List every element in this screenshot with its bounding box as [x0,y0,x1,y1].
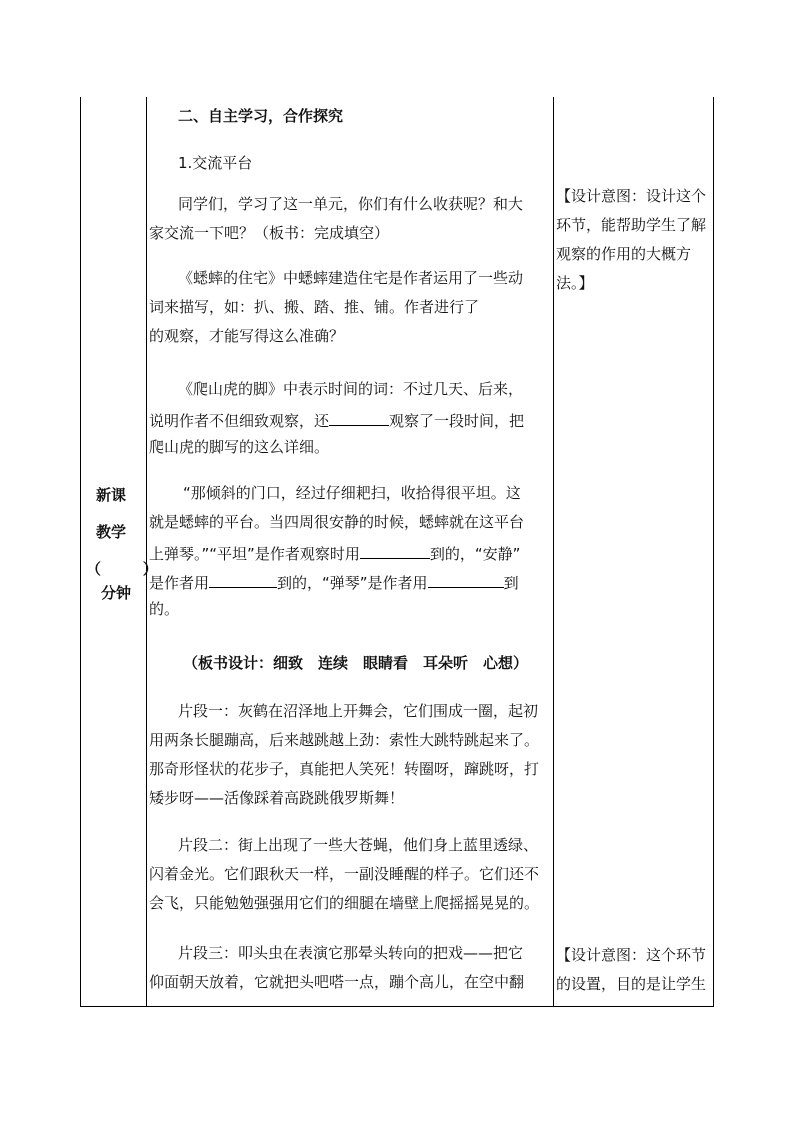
table-bottom-border [80,1006,714,1007]
paragraph-line: 会飞，只能勉勉强强用它们的细腿在墙壁上爬摇摇晃晃的。 [149,895,540,912]
paragraph-line: 家交流一下吧？（板书：完成填空） [149,225,390,242]
paragraph-line [149,543,524,572]
paragraph-line: 《爬山虎的脚》中表示时间的词：不过几天、后来， [178,381,524,398]
text-span: 到的，“弹琴”是作者用 [277,574,428,592]
paragraph-line [149,572,524,601]
section-label-line4: 分钟 [101,584,132,602]
note-line: 的设置，目的是让学生 [556,976,707,993]
fragment-1 [149,703,539,819]
section-label-line2: 教学 [96,523,127,541]
sub-heading: 1.交流平台 [178,154,253,172]
paragraph-line: 的。 [149,601,180,618]
paragraph-exchange [149,196,523,254]
board-design: （板书设计：细致 连续 眼睛看 耳朵听 心想） [183,654,529,672]
paragraph-line: 词来描写，如：扒、搬、踏、推、铺。作者进行了 [149,299,480,316]
text-span: 观察了一段时间，把 [389,412,525,430]
paragraph-line: 同学们，学习了这一单元，你们有什么收获呢？和大 [178,196,524,213]
paragraph-line: “那倾斜的门口，经过仔细耙扫，收拾得很平坦。这 [183,485,521,502]
paragraph-platform [149,485,524,630]
section-label-paren: （ ） [86,560,158,578]
column-divider-2 [553,97,554,1007]
paragraph-line: 闪着金光。它们跟秋天一样，一副没睡醒的样子。它们还不 [149,866,540,883]
fragment-3 [149,945,524,1003]
paragraph-line: 爬山虎的脚写的这么详细。 [149,439,330,456]
text-span: 到的，“安静” [429,545,521,563]
paragraph-line: 就是蟋蟀的平台。当四周很安静的时候，蟋蟀就在这平台 [149,514,525,531]
paragraph-line: 仰面朝天放着，它就把头吧嗒一点，蹦个高儿，在空中翻 [149,974,525,991]
note-line: 【设计意图：这个环节 [556,947,707,964]
paragraph-cricket [149,270,523,357]
text-span: 到 [503,574,519,592]
text-span: 上弹琴。”“平坦”是作者观察时用 [149,545,360,563]
fill-blank [209,572,277,588]
note-line: 【设计意图：设计这个 [556,188,707,205]
section-heading: 二、自主学习，合作探究 [178,107,344,125]
note-line: 观察的作用的大概方 [556,246,692,263]
paragraph-line [149,410,524,439]
fill-blank [428,572,504,588]
paragraph-line: 用两条长腿蹦高，后来越跳越上劲：索性大跳特跳起来了。 [149,732,540,749]
paragraph-line: 片段一：灰鹤在沼泽地上开舞会，它们围成一圈，起初 [178,703,539,720]
paragraph-line: 的观察，才能写得这么准确？ [149,328,345,345]
fill-blank [360,543,430,559]
table-left-border [80,97,81,1007]
paragraph-ivy [149,381,524,468]
paragraph-line: 片段三：叩头虫在表演它那晕头转向的把戏——把它 [178,945,524,962]
fill-blank [329,410,389,426]
text-span: 说明作者不但细致观察，还 [149,412,330,430]
paragraph-line: 矮步呀——活像踩着高跷跳俄罗斯舞！ [149,790,405,807]
column-divider-1 [146,97,147,1007]
paragraph-line: 那奇形怪状的花步子，真能把人笑死！转圈呀，蹿跳呀，打 [149,761,540,778]
fragment-2 [149,837,539,924]
design-note-2 [556,947,706,1005]
design-note-1 [556,188,706,304]
table-right-border [713,97,714,1007]
note-line: 环节，能帮助学生了解 [556,217,707,234]
paragraph-line: 片段二：街上出现了一些大苍蝇，他们身上蓝里透绿、 [178,837,539,854]
note-line: 法。】 [556,275,594,292]
section-label-line1: 新课 [96,486,127,504]
paragraph-line: 《蟋蟀的住宅》中蟋蟀建造住宅是作者运用了一些动 [178,270,524,287]
text-span: 是作者用 [149,574,210,592]
